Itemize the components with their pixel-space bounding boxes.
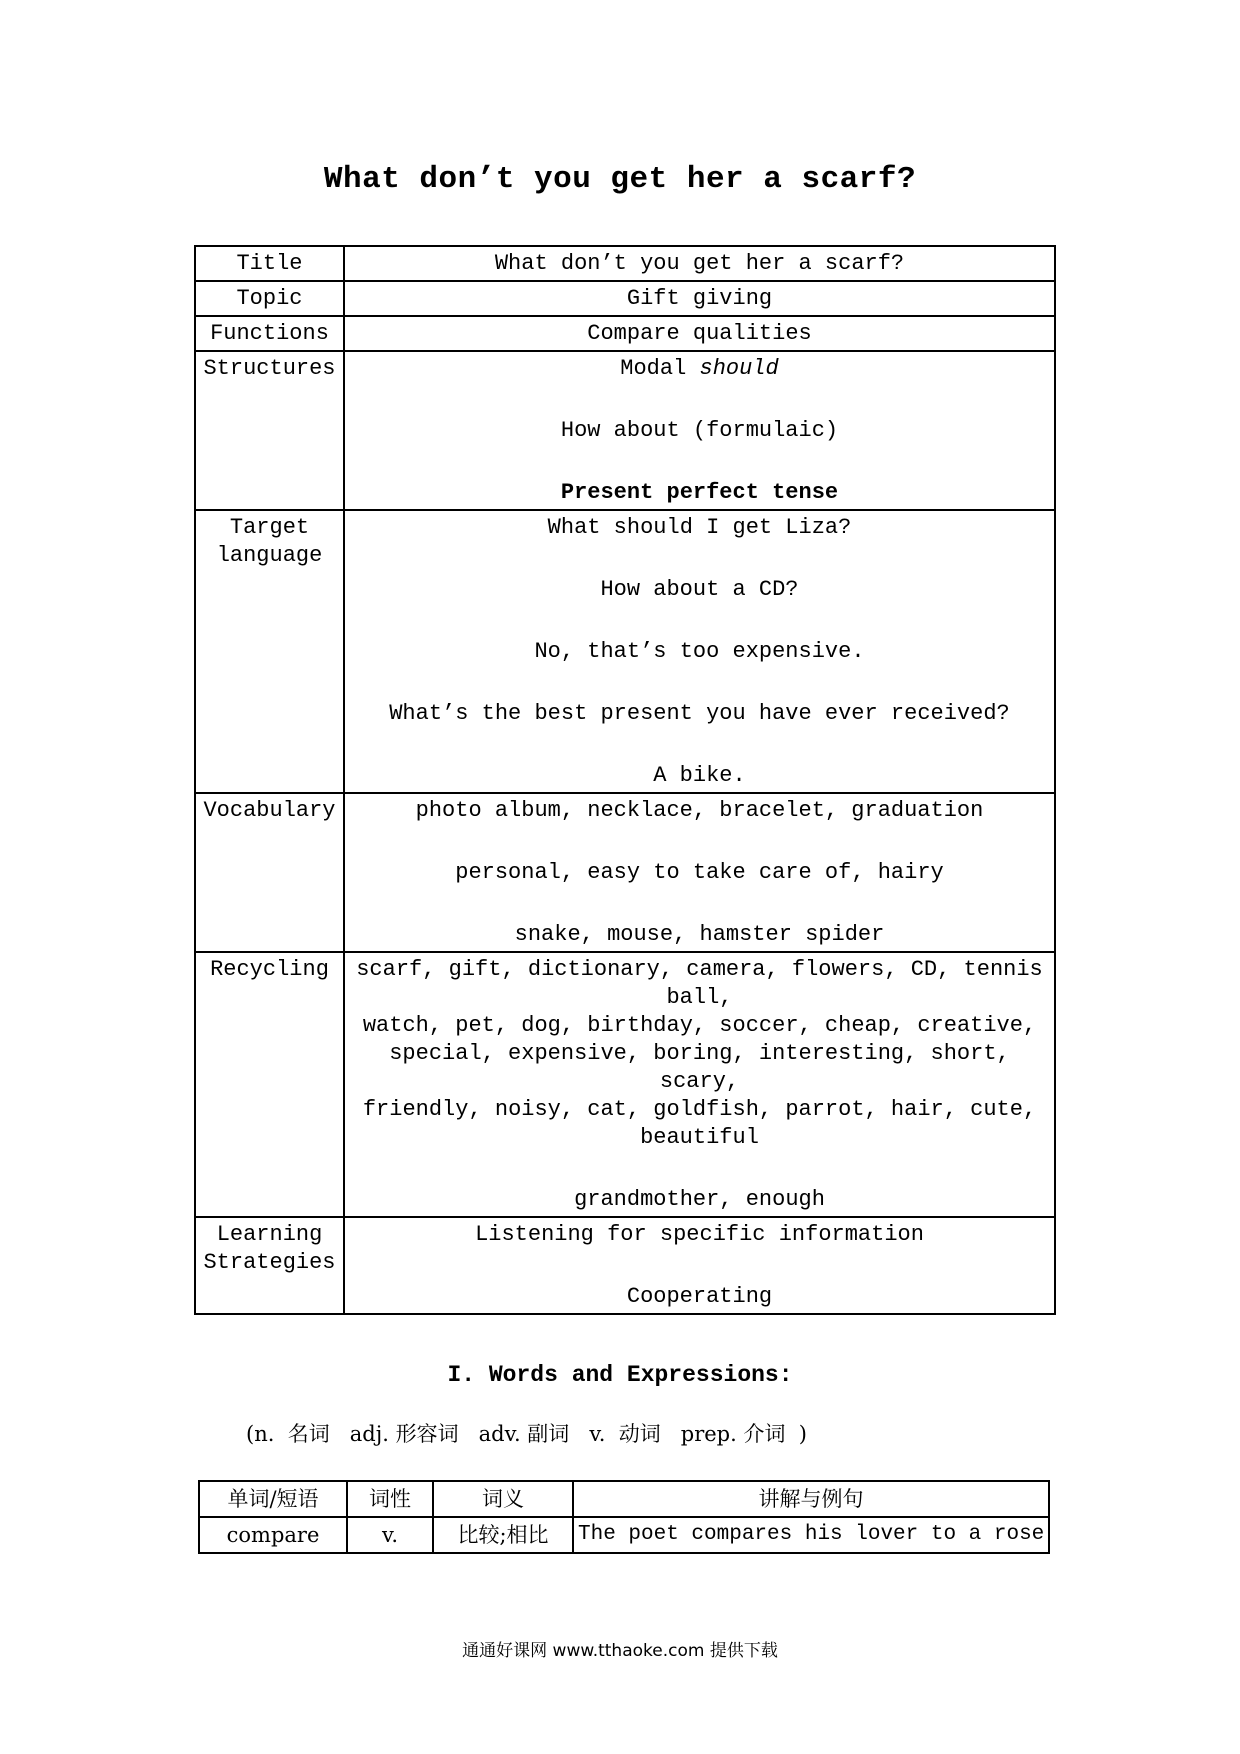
target-line: How about a CD? (600, 577, 799, 602)
table-row (195, 510, 1055, 793)
learning-strategies-label: Learning Strategies (195, 1217, 344, 1314)
recycling-line: beautiful (640, 1125, 759, 1150)
column-header: 讲解与例句 (573, 1481, 1049, 1517)
recycling-line: special, expensive, boring, interesting, short, scary, (389, 1041, 1010, 1094)
recycling-line: scarf, gift, dictionary, camera, flowers, CD, tennis ball, (356, 957, 1043, 1010)
recycling-label: Recycling (195, 952, 344, 1217)
column-header: 词义 (433, 1481, 573, 1517)
title-value: What don’t you get her a scarf? (344, 246, 1055, 281)
title-label: Title (195, 246, 344, 281)
section-heading: I. Words and Expressions: (447, 1362, 793, 1388)
structures-value (344, 351, 1055, 510)
target-line: No, that’s too expensive. (534, 639, 865, 664)
vocab-line: personal, easy to take care of, hairy (455, 860, 944, 885)
recycling-value (344, 952, 1055, 1217)
vocabulary-label: Vocabulary (195, 793, 344, 952)
column-header: 单词/短语 (199, 1481, 347, 1517)
topic-value: Gift giving (344, 281, 1055, 316)
table-row (195, 316, 1055, 351)
target-line: A bike. (653, 763, 746, 788)
should-word: should (699, 356, 779, 381)
part-of-speech-legend: (n. 名词 adj. 形容词 adv. 副词 v. 动词 prep. 介词 ) (246, 1422, 808, 1446)
table-row (195, 952, 1055, 1217)
word-cell: compare (199, 1517, 347, 1553)
target-line: What’s the best present you have ever received? (389, 701, 1010, 726)
example-cell: The poet compares his lover to a rose (573, 1517, 1049, 1553)
table-row (195, 281, 1055, 316)
target-language-value (344, 510, 1055, 793)
strategy-line: Listening for specific information (475, 1222, 924, 1247)
recycling-line: watch, pet, dog, birthday, soccer, cheap, creative, (362, 1013, 1037, 1038)
vocabulary-value (344, 793, 1055, 952)
vocab-line: snake, mouse, hamster spider (514, 922, 885, 947)
structures-line: Present perfect tense (560, 480, 839, 505)
footer: 通通好课网 www.tthaoke.com 提供下载 (462, 1641, 778, 1661)
vocab-line: photo album, necklace, bracelet, graduation (415, 798, 984, 823)
table-row (199, 1517, 1049, 1553)
recycling-line: friendly, noisy, cat, goldfish, parrot, hair, cute, (362, 1097, 1037, 1122)
functions-label: Functions (195, 316, 344, 351)
topic-label: Topic (195, 281, 344, 316)
learning-strategies-value (344, 1217, 1055, 1314)
table-header-row (199, 1481, 1049, 1517)
page-title: What don’t you get her a scarf? (323, 162, 917, 197)
table-row (195, 793, 1055, 952)
modal-word: Modal (620, 356, 687, 381)
structures-label: Structures (195, 351, 344, 510)
strategy-line: Cooperating (626, 1284, 773, 1309)
part-of-speech-cell: v. (347, 1517, 433, 1553)
recycling-line: grandmother, enough (574, 1187, 825, 1212)
table-row (195, 246, 1055, 281)
lesson-overview-table (194, 245, 1056, 1315)
target-language-label: Target language (195, 510, 344, 793)
words-table (198, 1480, 1050, 1554)
table-row (195, 351, 1055, 510)
meaning-cell: 比较;相比 (433, 1517, 573, 1553)
column-header: 词性 (347, 1481, 433, 1517)
target-line: What should I get Liza? (547, 515, 852, 540)
structures-line (351, 355, 1048, 383)
functions-value: Compare qualities (344, 316, 1055, 351)
structures-line: How about (formulaic) (560, 418, 839, 443)
table-row (195, 1217, 1055, 1314)
